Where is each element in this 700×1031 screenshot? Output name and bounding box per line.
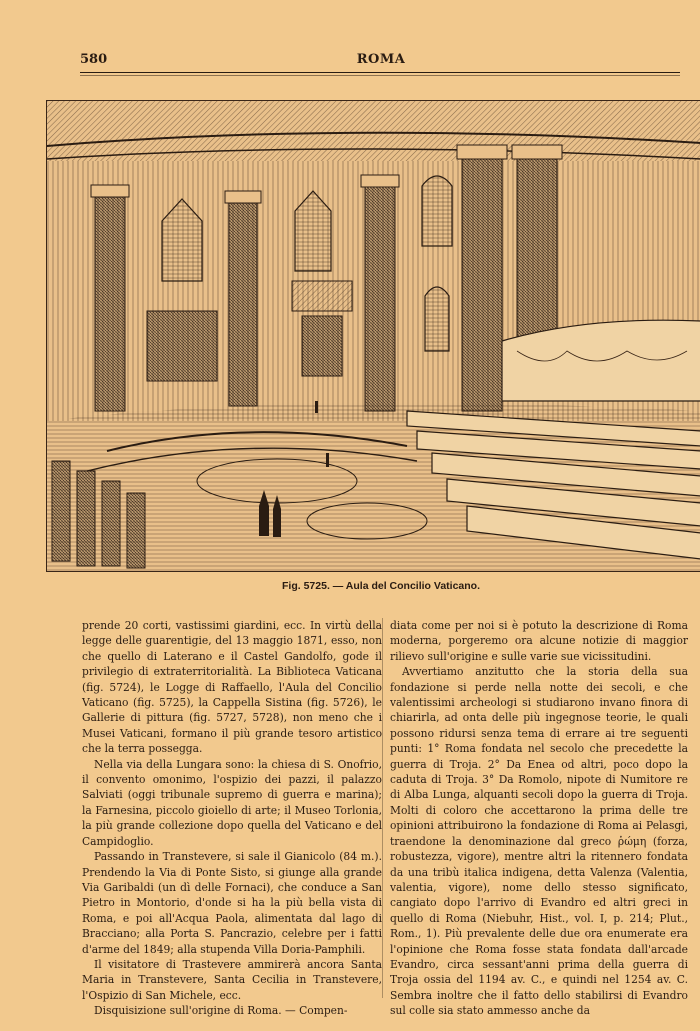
column-divider xyxy=(382,618,383,998)
engraving-drawing xyxy=(47,101,700,571)
header-rule-thin xyxy=(80,75,680,76)
paragraph: diata come per noi si è potuto la descrizione di Roma moderna, porgeremo ora alcune notizie di maggior rilievo sull'origine e sulle varie sue vicissitudini. xyxy=(390,619,688,663)
paragraph: Passando in Transtevere, si sale il Gianicolo (84 m.). Prendendo la Via di Ponte Sisto, si giunge alla grande Via Garibaldi (un dì delle Fornaci), che conduce a San Pietro in Montorio, d'onde si ha la più bella vista di Roma, e poi all'Acqua Paola, alimentata dal lago di Bracciano; alla Porta S. Pancrazio, celebre per i fatti d'arme del 1849; alla stupenda Villa Doria-Pamphili. xyxy=(82,850,382,956)
engraving-illustration xyxy=(46,100,700,572)
right-column xyxy=(390,618,688,1019)
paragraph: Nella via della Lungara sono: la chiesa di S. Onofrio, il convento omonimo, l'ospizio dei pazzi, il palazzo Salviati (oggi tribunale supremo di guerra e marina); la Farnesina, piccolo gioiello di arte; il Museo Torlonia, la più grande collezione dopo quella del Vaticano e del Campidoglio. xyxy=(82,757,382,848)
paragraph: Disquisizione sull'origine di Roma. — Compen- xyxy=(94,1004,348,1018)
paragraph: prende 20 corti, vastissimi giardini, ecc. In virtù della legge delle guarentigie, del 13 maggio 1871, esso, non che quello di Laterano e il Castel Gandolfo, gode il privilegio di extraterritorialità. La Biblioteca Vaticana (fig. 5724), le Logge di Raffaello, l'Aula del Concilio Vaticano (fig. 5725), la Cappella Sistina (fig. 5726), le Gallerie di pittura (fig. 5727, 5728), non meno che i Musei Vaticani, formano il più grande tesoro artistico che la terra possegga. xyxy=(82,619,382,756)
paragraph: Il visitatore di Trastevere ammirerà ancora Santa Maria in Transtevere, Santa Cecilia in Transtevere, l'Ospizio di San Michele, ecc. xyxy=(82,957,382,1002)
left-column xyxy=(82,618,382,1019)
paragraph: Avvertiamo anzitutto che la storia della sua fondazione si perde nella notte dei secoli, e che valentissimi archeologi si studiarono invano finora di chiarirla, ad onta delle più ingegnose teorie, le quali possono ridursi senza tema di errare ai tre seguenti punti: 1° Roma fondata nel secolo che precedette la guerra di Troja. 2° Da Enea od altri, poco dopo la caduta di Troja. 3° Da Romolo, nipote di Numitore re di Alba Lunga, alquanti secoli dopo la guerra di Troja. Molti di coloro che accettarono la prima delle tre opinioni attribuirono la fondazione di Roma ai Pelasgi, traendone la denominazione dal greco ῥώμη (forza, robustezza, vigore), mentre altri la ritennero fondata da una tribù italica indigena, detta Valenza (Valentia, valentia, vigore), nome dello stesso significato, cangiato dopo l'arrivo di Evandro ed altri greci in quello di Roma (Niebuhr, Hist., vol. I, p. 214; Plut., Rom., 1). Più prevalente delle due ora enumerate era l'opinione che Roma fosse stata fondata dall'arcade Evandro, circa sessant'anni prima della guerra di Troja ossia del 1194 av. C., e quindi nel 1254 av. C. Sembra inoltre che il fatto dello stabilirsi di Evandro sul colle sia stato ammesso anche da xyxy=(390,665,688,1018)
running-title: ROMA xyxy=(356,52,406,67)
header-rule xyxy=(80,72,680,73)
page-number: 580 xyxy=(80,52,108,67)
figure-caption: Fig. 5725. — Aula del Concilio Vaticano. xyxy=(282,580,480,592)
